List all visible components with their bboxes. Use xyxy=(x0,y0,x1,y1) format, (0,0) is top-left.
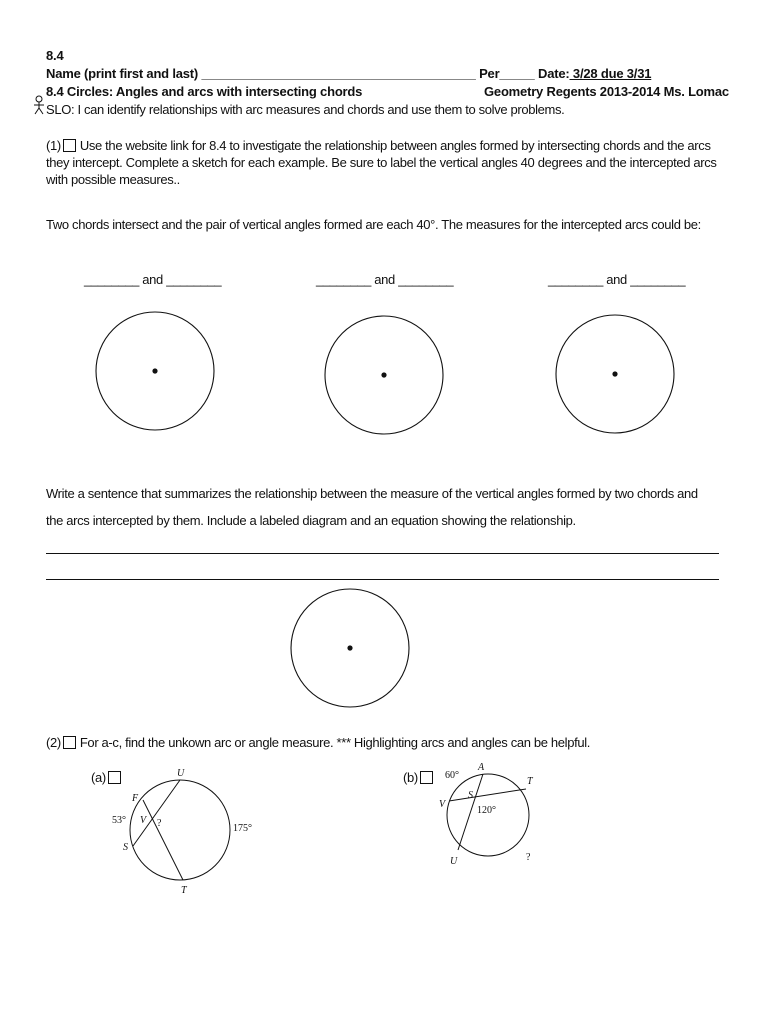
part-b-label: (b) xyxy=(403,770,437,785)
per-label: Per_____ xyxy=(475,66,538,81)
question-1-number: (1) xyxy=(46,138,61,153)
part-a-point-v: V xyxy=(140,815,147,826)
name-label: Name (print first and last) xyxy=(46,66,202,81)
part-b-point-u: U xyxy=(450,856,458,867)
date-label: Date: xyxy=(538,66,570,81)
part-a-angle-53: 53° xyxy=(112,815,126,826)
question-2-text: For a-c, find the unkown arc or angle measure. *** Highlighting arcs and angles can be helpful. xyxy=(79,735,591,750)
part-a-arc-175: 175° xyxy=(233,823,252,834)
part-a-unknown: ? xyxy=(157,818,162,829)
part-a-label: (a) xyxy=(91,770,125,785)
name-blank[interactable]: _______________________________________ xyxy=(201,66,476,81)
summary-prompt-line-1: Write a sentence that summarizes the relationship between the measure of the vertical angles formed by two chords and xyxy=(46,486,698,501)
part-b-angle-120: 120° xyxy=(477,805,496,816)
question-1-text: Use the website link for 8.4 to investigate the relationship between angles formed by intersecting chords and the arcs they intercept. Complete a sketch for each example. Be sure to label the vertical angles 40 degrees and the intercepted arcs with possible measures.. xyxy=(46,138,717,187)
page-subtitle: 8.4 Circles: Angles and arcs with intersecting chords xyxy=(46,84,363,99)
part-b-point-a: A xyxy=(478,762,485,773)
part-b-point-t: T xyxy=(527,776,533,787)
summary-prompt-line-2: the arcs intercepted by them. Include a labeled diagram and an equation showing the relationship. xyxy=(46,513,576,528)
question-1-prompt: Two chords intersect and the pair of vertical angles formed are each 40°. The measures for the intercepted arcs could be: xyxy=(46,217,701,232)
arc-answer-blank-2[interactable]: ________ and ________ xyxy=(316,272,454,287)
question-2-number: (2) xyxy=(46,735,61,750)
arc-answer-blank-3[interactable]: ________ and ________ xyxy=(548,272,686,287)
part-b-point-v: V xyxy=(439,799,446,810)
part-b-arc-60: 60° xyxy=(445,770,459,781)
part-a-point-f: F xyxy=(132,793,139,804)
part-a-point-t: T xyxy=(181,885,187,896)
arc-answer-blank-1[interactable]: ________ and ________ xyxy=(84,272,222,287)
part-a-point-u: U xyxy=(177,768,185,779)
part-a-point-s: S xyxy=(123,842,128,853)
part-b-unknown: ? xyxy=(526,852,531,863)
course-title: Geometry Regents 2013-2014 Ms. Lomac xyxy=(484,84,729,99)
section-number: 8.4 xyxy=(46,48,64,63)
date-value: 3/28 due 3/31 xyxy=(569,66,652,81)
slo-statement: SLO: I can identify relationships with arc measures and chords and use them to solve problems. xyxy=(46,102,565,117)
part-b-point-s: S xyxy=(468,790,473,801)
